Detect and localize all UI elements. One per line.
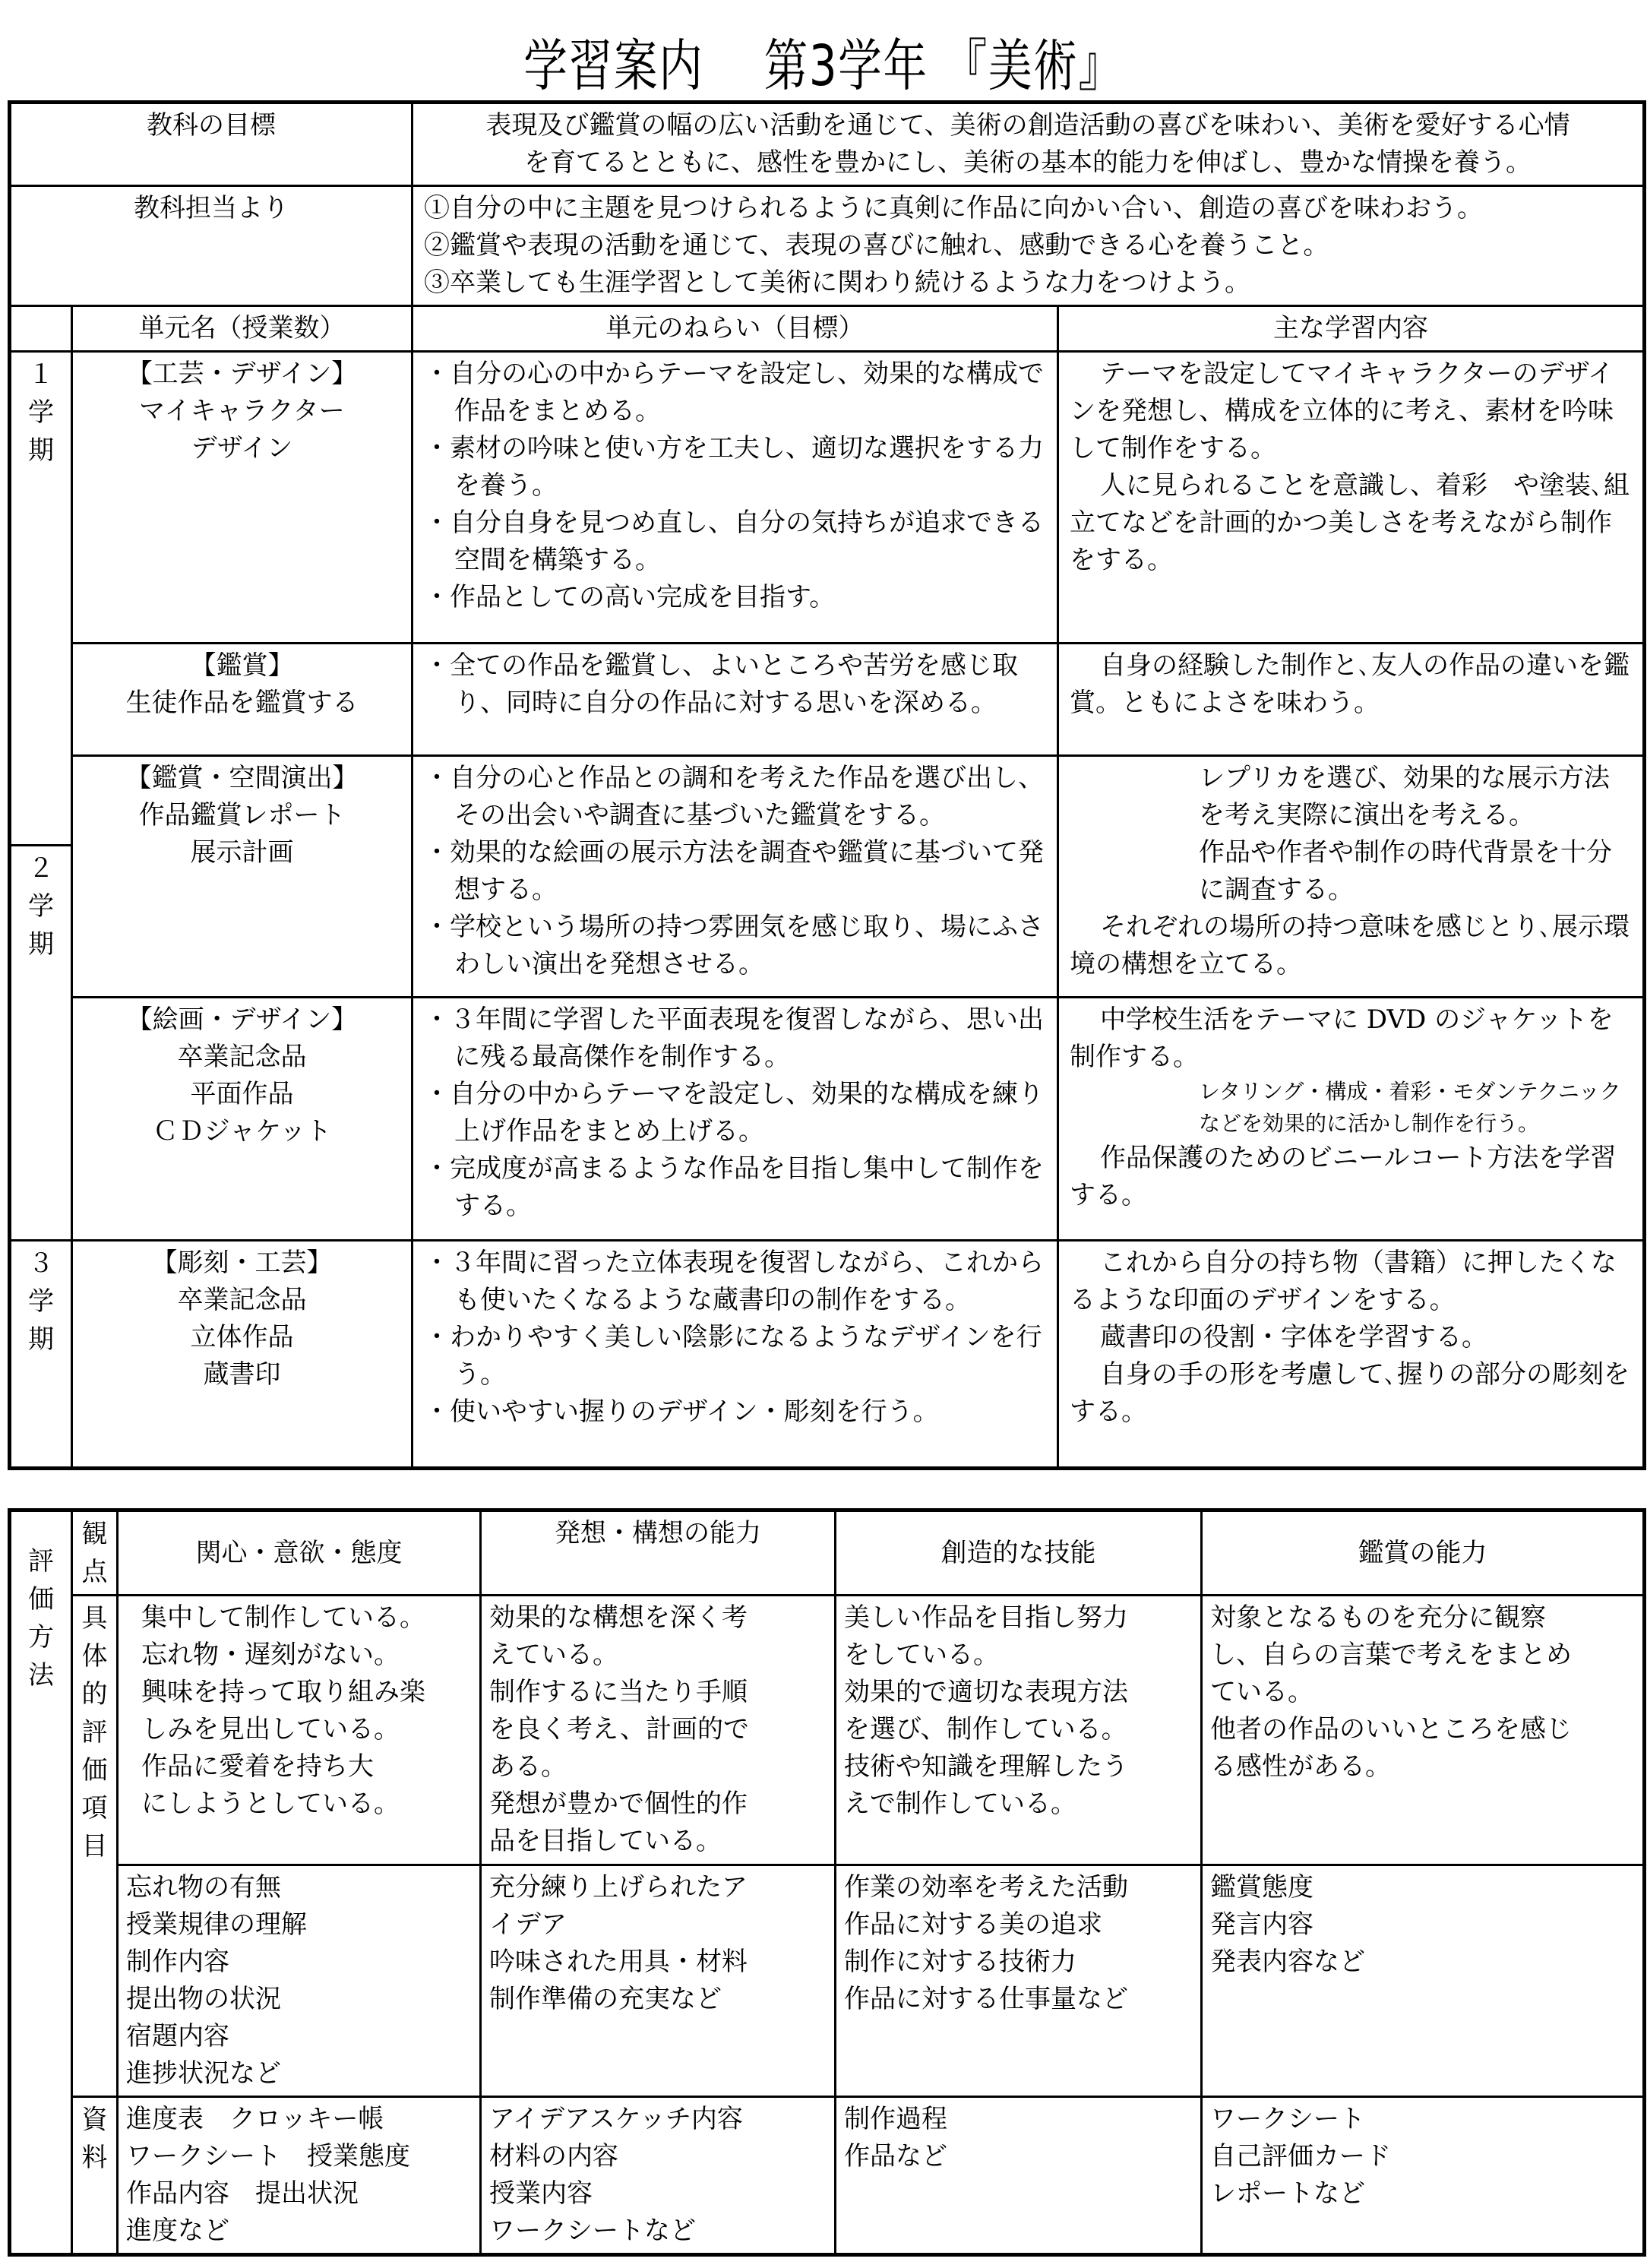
unit-row — [10, 998, 1645, 1241]
unit-content: これから自分の持ち物（書籍）に押したくなるような印面のデザインをする。 蔵書印の役割・字体を学習する。 自身の手の形を考慮して､握りの部分の彫刻をする。 — [1058, 1241, 1645, 1469]
unit-content: テーマを設定してマイキャラクターのデザインを発想し、構成を立体的に考え、素材を吟味して制作をする。 人に見られることを意識し、着彩 や塗装､組立てなどを計画的かつ美しさを考えながら制作をする。 — [1058, 352, 1645, 644]
unit-name: 【彫刻・工芸】 卒業記念品 立体作品 蔵書印 — [72, 1241, 413, 1469]
materials-cell: ワークシート 自己評価カード レポートなど — [1202, 2097, 1645, 2255]
eval-column-header: 発想・構想の能力 — [481, 1510, 836, 1596]
header-aim: 単元のねらい（目標） — [413, 306, 1058, 352]
materials-cell: アイデアスケッチ内容 材料の内容 授業内容 ワークシートなど — [481, 2097, 836, 2255]
teacher-label: 教科担当より — [10, 186, 413, 306]
unit-name: 【工芸・デザイン】 マイキャラクター デザイン — [72, 352, 413, 644]
curriculum-table — [8, 100, 1646, 1470]
unit-row — [10, 1241, 1645, 1469]
viewpoint-label: 観 点 — [72, 1510, 118, 1596]
materials-row — [10, 2097, 1645, 2255]
unit-aims: ・３年間に習った立体表現を復習しながら、これからも使いたくなるような蔵書印の制作をする。 ・わかりやすく美しい陰影になるようなデザインを行う。 ・使いやすい握りのデザイン・彫刻を行う。 — [413, 1241, 1058, 1469]
eval-column-header: 創造的な技能 — [836, 1510, 1202, 1596]
specific-items-label: 具 体 的 評 価 項 目 — [72, 1596, 118, 2097]
eval-section-label: 評 価 方 法 — [10, 1510, 72, 2255]
term-2-label: ２ 学 期 — [10, 846, 72, 1241]
page-title: 学習案内 第3学年 『美術』 — [523, 33, 1124, 99]
items-cell: 鑑賞態度 発言内容 発表内容など — [1202, 1865, 1645, 2097]
criteria-row — [10, 1596, 1645, 1865]
term-3-label: ３ 学 期 — [10, 1241, 72, 1469]
unit-row — [10, 352, 1645, 644]
eval-column-header: 関心・意欲・態度 — [118, 1510, 481, 1596]
teacher-text: ①自分の中に主題を見つけられるように真剣に作品に向かい合い、創造の喜びを味わおう。 ②鑑賞や表現の活動を通じて、表現の喜びに触れ、感動できる心を養うこと。 ③卒業しても生涯学習として美術に関わり続けるような力をつけよう。 — [413, 186, 1645, 306]
goal-text: 表現及び鑑賞の幅の広い活動を通じて、美術の創造活動の喜びを味わい、美術を愛好する心情 を育てるとともに、感性を豊かにし、美術の基本的能力を伸ばし、豊かな情操を養う。 — [413, 103, 1645, 186]
unit-content: 自身の経験した制作と､友人の作品の違いを鑑賞。ともによさを味わう。 — [1058, 644, 1645, 756]
unit-row — [10, 644, 1645, 756]
teacher-row — [10, 186, 1645, 306]
items-cell: 充分練り上げられたア イデア 吟味された用具・材料 制作準備の充実など — [481, 1865, 836, 2097]
unit-aims: ・自分の心の中からテーマを設定し、効果的な構成で作品をまとめる。 ・素材の吟味と使い方を工夫し、適切な選択をする力を養う。 ・自分自身を見つめ直し、自分の気持ちが追求できる空間を構築する。 ・作品としての高い完成を目指す。 — [413, 352, 1058, 644]
unit-aims: ・全ての作品を鑑賞し、よいところや苦労を感じ取り、同時に自分の作品に対する思いを深める。 — [413, 644, 1058, 756]
eval-header-row — [10, 1510, 1645, 1596]
unit-content: 中学校生活をテーマに DVD のジャケットを制作する。 レタリング・構成・着彩・モダンテクニックなどを効果的に活かし制作を行う。 作品保護のためのビニールコート方法を学習する。 — [1058, 998, 1645, 1241]
items-cell: 作業の効率を考えた活動 作品に対する美の追求 制作に対する技術力 作品に対する仕事量など — [836, 1865, 1202, 2097]
items-row — [10, 1865, 1645, 2097]
unit-aims: ・３年間に学習した平面表現を復習しながら、思い出に残る最高傑作を制作する。 ・自分の中からテーマを設定し、効果的な構成を練り上げ作品をまとめ上げる。 ・完成度が高まるような作品を目指し集中して制作をする。 — [413, 998, 1058, 1241]
criteria-cell: 対象となるものを充分に観察 し、自らの言葉で考えをまとめ ている。 他者の作品のいいところを感じ る感性がある。 — [1202, 1596, 1645, 1865]
unit-name: 【鑑賞】 生徒作品を鑑賞する — [72, 644, 413, 756]
header-content: 主な学習内容 — [1058, 306, 1645, 352]
unit-aims: ・自分の心と作品との調和を考えた作品を選び出し、その出会いや調査に基づいた鑑賞をする。 ・効果的な絵画の展示方法を調査や鑑賞に基づいて発想する。 ・学校という場所の持つ雰囲気を感じ取り、場にふさわしい演出を発想させる。 — [413, 756, 1058, 998]
criteria-cell: 美しい作品を目指し努力 をしている。 効果的で適切な表現方法 を選び、制作している。 技術や知識を理解したう えで制作している。 — [836, 1596, 1202, 1865]
criteria-cell: 効果的な構想を深く考 えている。 制作するに当たり手順 を良く考え、計画的で ある。 発想が豊かで個性的作 品を目指している。 — [481, 1596, 836, 1865]
unit-name: 【鑑賞・空間演出】 作品鑑賞レポート 展示計画 — [72, 756, 413, 998]
materials-cell: 進度表 クロッキー帳 ワークシート 授業態度 作品内容 提出状況 進度など — [118, 2097, 481, 2255]
unit-content: レプリカを選び、効果的な展示方法を考え実際に演出を考える。 作品や作者や制作の時代背景を十分に調査する。 それぞれの場所の持つ意味を感じとり､展示環境の構想を立てる。 — [1058, 756, 1645, 998]
evaluation-table — [8, 1508, 1646, 2257]
materials-cell: 制作過程 作品など — [836, 2097, 1202, 2255]
header-unit: 単元名（授業数） — [72, 306, 413, 352]
goal-row — [10, 103, 1645, 186]
materials-label: 資 料 — [72, 2097, 118, 2255]
term-1-label: １ 学 期 — [10, 352, 72, 846]
goal-label: 教科の目標 — [10, 103, 413, 186]
header-blank — [10, 306, 72, 352]
header-row — [10, 306, 1645, 352]
criteria-cell: 集中して制作している。 忘れ物・遅刻がない。 興味を持って取り組み楽 しみを見出している。 作品に愛着を持ち大 にしようとしている。 — [118, 1596, 481, 1865]
unit-row — [10, 756, 1645, 846]
items-cell: 忘れ物の有無 授業規律の理解 制作内容 提出物の状況 宿題内容 進捗状況など — [118, 1865, 481, 2097]
eval-column-header: 鑑賞の能力 — [1202, 1510, 1645, 1596]
unit-name: 【絵画・デザイン】 卒業記念品 平面作品 ＣＤジャケット — [72, 998, 413, 1241]
